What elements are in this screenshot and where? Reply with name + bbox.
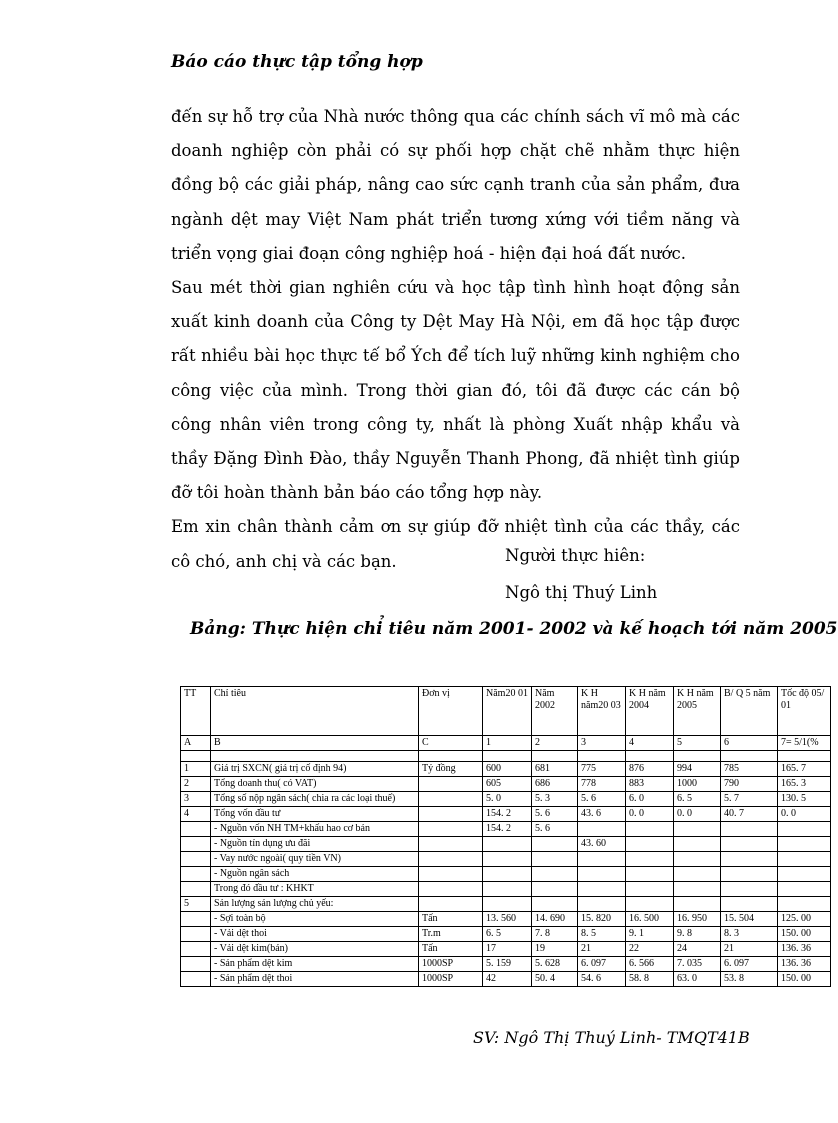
table-cell: 5. 6: [578, 792, 626, 807]
table-cell: [578, 897, 626, 912]
table-cell: [674, 822, 721, 837]
table-row: [181, 852, 831, 867]
table-cell: 125. 00: [778, 912, 831, 927]
table-cell: Đơn vị: [419, 687, 483, 736]
table-cell: 136. 36: [778, 942, 831, 957]
table-cell: 7= 5/1(%: [778, 736, 831, 751]
table-cell: 43. 60: [578, 837, 626, 852]
table-cell: 6. 097: [721, 957, 778, 972]
table-cell: A: [181, 736, 211, 751]
table-cell: [181, 852, 211, 867]
table-cell: [532, 837, 578, 852]
table-cell: 154. 2: [483, 822, 532, 837]
table-cell: 5. 6: [532, 822, 578, 837]
table-cell: 63. 0: [674, 972, 721, 987]
table-cell: B/ Q 5 năm: [721, 687, 778, 736]
table-cell: [674, 867, 721, 882]
table-cell: - Nguồn vốn NH TM+khấu hao cơ bản: [211, 822, 419, 837]
table-row: [181, 972, 831, 987]
table-cell: [181, 942, 211, 957]
table-row: [181, 912, 831, 927]
table-cell: 1: [181, 762, 211, 777]
table-cell: [181, 837, 211, 852]
table-cell: [532, 751, 578, 762]
table-cell: 883: [626, 777, 674, 792]
table-cell: [483, 882, 532, 897]
table-cell: 165. 3: [778, 777, 831, 792]
table-cell: 2: [532, 736, 578, 751]
table-cell: [419, 777, 483, 792]
table-cell: Tỷ đồng: [419, 762, 483, 777]
table-spacer-row: [181, 751, 831, 762]
table-cell: [483, 837, 532, 852]
paragraph: Em xin chân thành cảm ơn sự giúp đỡ nhiệt tình của các thầy, các cô chó, anh chị và các bạn.: [171, 517, 740, 571]
signature-name: Ngô thị Thuý Linh: [505, 583, 658, 602]
table-row: [181, 957, 831, 972]
table-row: [181, 792, 831, 807]
table-cell: B: [211, 736, 419, 751]
table-cell: 9. 8: [674, 927, 721, 942]
table-cell: K H năm 2005: [674, 687, 721, 736]
table-cell: 4: [181, 807, 211, 822]
table-cell: - Sợi toàn bộ: [211, 912, 419, 927]
table-row: [181, 942, 831, 957]
table-row: [181, 807, 831, 822]
table-cell: 681: [532, 762, 578, 777]
table-cell: Tấn: [419, 942, 483, 957]
table-cell: [626, 751, 674, 762]
table-cell: 15. 820: [578, 912, 626, 927]
page-footer: SV: Ngô Thị Thuý Linh- TMQT41B: [473, 1028, 750, 1047]
table-cell: 5. 159: [483, 957, 532, 972]
table-cell: K H năm 2004: [626, 687, 674, 736]
table-cell: Trong đó đầu tư : KHKT: [211, 882, 419, 897]
table-cell: 130. 5: [778, 792, 831, 807]
table-cell: [674, 837, 721, 852]
table-cell: [778, 867, 831, 882]
table-cell: [181, 912, 211, 927]
table-cell: 1000SP: [419, 972, 483, 987]
table-cell: [419, 867, 483, 882]
table-cell: 8. 3: [721, 927, 778, 942]
body-text: [171, 100, 740, 579]
table-cell: [419, 897, 483, 912]
table-cell: 994: [674, 762, 721, 777]
table-caption: Bảng: Thực hiện chỉ tiêu năm 2001- 2002 và kế hoạch tới năm 2005: [190, 619, 838, 639]
table-cell: [674, 897, 721, 912]
table-cell: 605: [483, 777, 532, 792]
table-cell: [626, 837, 674, 852]
table-cell: [419, 792, 483, 807]
table-cell: [778, 882, 831, 897]
paragraph: đến sự hỗ trợ của Nhà nước thông qua các chính sách vĩ mô mà các doanh nghiệp còn phải có sự phối hợp chặt chẽ nhằm thực hiện đồng bộ các giải pháp, nâng cao sức cạnh tranh của sản phẩm, đưa ngành dệt may Việt Nam phát triển tương xứng với tiềm năng và triển vọng giai đoạn công nghiệp hoá - hiện đại hoá đất nước.: [171, 107, 740, 263]
page-header: Báo cáo thực tập tổng hợp: [171, 52, 423, 72]
table-cell: [181, 882, 211, 897]
table-cell: - Vải dệt kim(bán): [211, 942, 419, 957]
table-cell: [181, 822, 211, 837]
table-row: [181, 762, 831, 777]
signature-role: Người thực hiên:: [505, 546, 646, 565]
table-cell: [778, 897, 831, 912]
table-cell: 876: [626, 762, 674, 777]
table-cell: 22: [626, 942, 674, 957]
table-cell: 3: [181, 792, 211, 807]
table-cell: [419, 807, 483, 822]
table-cell: [419, 882, 483, 897]
table-cell: [483, 897, 532, 912]
table-cell: [419, 822, 483, 837]
table-cell: [721, 897, 778, 912]
table-cell: 5: [181, 897, 211, 912]
table-cell: 15. 504: [721, 912, 778, 927]
table-header-row: [181, 687, 831, 736]
table-cell: 9. 1: [626, 927, 674, 942]
table-cell: 0. 0: [778, 807, 831, 822]
table-cell: TT: [181, 687, 211, 736]
table-cell: [721, 822, 778, 837]
table-cell: 16. 500: [626, 912, 674, 927]
table-cell: - Nguồn tín dụng ưu đãi: [211, 837, 419, 852]
table-cell: Tấn: [419, 912, 483, 927]
table-cell: [483, 867, 532, 882]
table-cell: [211, 751, 419, 762]
table-cell: [181, 867, 211, 882]
table-cell: Năm20 01: [483, 687, 532, 736]
table-cell: [721, 867, 778, 882]
table-cell: [674, 751, 721, 762]
table-cell: 4: [626, 736, 674, 751]
table-cell: [721, 837, 778, 852]
table-cell: - Vay nước ngoài( quy tiền VN): [211, 852, 419, 867]
table-index-row: [181, 736, 831, 751]
table-cell: [626, 882, 674, 897]
table-cell: Giá trị SXCN( giá trị cố định 94): [211, 762, 419, 777]
table-cell: 3: [578, 736, 626, 751]
table-cell: 21: [721, 942, 778, 957]
table-row: [181, 822, 831, 837]
table-cell: Năm 2002: [532, 687, 578, 736]
table-cell: 16. 950: [674, 912, 721, 927]
table-cell: 1: [483, 736, 532, 751]
paragraph: Sau mét thời gian nghiên cứu và học tập tình hình hoạt động sản xuất kinh doanh của Công ty Dệt May Hà Nội, em đã học tập được rất nhiều bài học thực tế bổ Ých để tích luỹ những kinh nghiệm cho công việc của mình. Trong thời gian đó, tôi đã được các cán bộ công nhân viên trong công ty, nhất là phòng Xuất nhập khẩu và thầy Đặng Đình Đào, thầy Nguyễn Thanh Phong, đã nhiệt tình giúp đỡ tôi hoàn thành bản báo cáo tổng hợp này.: [171, 278, 740, 503]
table-cell: [578, 867, 626, 882]
table-cell: 0. 0: [674, 807, 721, 822]
table-cell: 154. 2: [483, 807, 532, 822]
table-cell: [778, 751, 831, 762]
table-cell: Tr.m: [419, 927, 483, 942]
table-cell: 775: [578, 762, 626, 777]
table-row: [181, 927, 831, 942]
table-cell: 6: [721, 736, 778, 751]
table-cell: [778, 837, 831, 852]
table-cell: 13. 560: [483, 912, 532, 927]
table-cell: [626, 822, 674, 837]
table-cell: [181, 972, 211, 987]
table-cell: 5. 6: [532, 807, 578, 822]
table-cell: C: [419, 736, 483, 751]
table-cell: 6. 566: [626, 957, 674, 972]
table-cell: [578, 882, 626, 897]
table-cell: 1000SP: [419, 957, 483, 972]
indicator-table: [180, 686, 831, 987]
table-cell: [419, 852, 483, 867]
table-cell: 7. 8: [532, 927, 578, 942]
table-cell: 790: [721, 777, 778, 792]
table-cell: 7. 035: [674, 957, 721, 972]
table-cell: [578, 751, 626, 762]
table-cell: [721, 852, 778, 867]
table-cell: [674, 852, 721, 867]
table-cell: 43. 6: [578, 807, 626, 822]
table-cell: [532, 897, 578, 912]
table-cell: 785: [721, 762, 778, 777]
table-cell: 19: [532, 942, 578, 957]
table-cell: 17: [483, 942, 532, 957]
table-cell: [778, 852, 831, 867]
table-cell: Tổng doanh thu( có VAT): [211, 777, 419, 792]
table-cell: 6. 097: [578, 957, 626, 972]
table-cell: [578, 822, 626, 837]
table-cell: 165. 7: [778, 762, 831, 777]
table-cell: [483, 751, 532, 762]
table-cell: - Vải dệt thoi: [211, 927, 419, 942]
table-cell: 778: [578, 777, 626, 792]
table-cell: 2: [181, 777, 211, 792]
table-cell: [721, 751, 778, 762]
table-cell: - Nguồn ngân sách: [211, 867, 419, 882]
table-cell: 40. 7: [721, 807, 778, 822]
table-cell: [532, 867, 578, 882]
table-cell: 8. 5: [578, 927, 626, 942]
table-cell: K H năm20 03: [578, 687, 626, 736]
table-cell: Tổng vốn đầu tư: [211, 807, 419, 822]
table-cell: 150. 00: [778, 927, 831, 942]
table-cell: 6. 5: [483, 927, 532, 942]
table-cell: [181, 957, 211, 972]
table-cell: Tổng số nộp ngân sách( chia ra các loại thuế): [211, 792, 419, 807]
table-cell: [626, 897, 674, 912]
table-cell: 5: [674, 736, 721, 751]
table-cell: 21: [578, 942, 626, 957]
table-cell: 136. 36: [778, 957, 831, 972]
table-cell: 42: [483, 972, 532, 987]
table-row: [181, 837, 831, 852]
table-row: [181, 777, 831, 792]
table-cell: [532, 852, 578, 867]
table-cell: 53. 8: [721, 972, 778, 987]
table-cell: [483, 852, 532, 867]
table-cell: [626, 867, 674, 882]
table-cell: 150. 00: [778, 972, 831, 987]
table-cell: [674, 882, 721, 897]
table-cell: 50. 4: [532, 972, 578, 987]
table-cell: 58. 8: [626, 972, 674, 987]
table-cell: [419, 837, 483, 852]
table-cell: Sản lượng sản lượng chủ yếu:: [211, 897, 419, 912]
table-cell: [181, 927, 211, 942]
table-cell: 24: [674, 942, 721, 957]
table-cell: 5. 0: [483, 792, 532, 807]
table-cell: [721, 882, 778, 897]
table-cell: [181, 751, 211, 762]
table-cell: Tốc độ 05/ 01: [778, 687, 831, 736]
table-cell: - Sản phẩm dệt kim: [211, 957, 419, 972]
table-cell: 600: [483, 762, 532, 777]
table-cell: 0. 0: [626, 807, 674, 822]
table-cell: - Sản phẩm dệt thoi: [211, 972, 419, 987]
table-cell: Chỉ tiêu: [211, 687, 419, 736]
table-cell: [626, 852, 674, 867]
table-cell: 5. 7: [721, 792, 778, 807]
table-cell: [578, 852, 626, 867]
table-cell: 14. 690: [532, 912, 578, 927]
table-cell: [419, 751, 483, 762]
table-cell: [778, 822, 831, 837]
table-row: [181, 867, 831, 882]
table-cell: 6. 0: [626, 792, 674, 807]
table-cell: 686: [532, 777, 578, 792]
table-cell: 5. 3: [532, 792, 578, 807]
table-cell: 1000: [674, 777, 721, 792]
table-cell: 6. 5: [674, 792, 721, 807]
table-row: [181, 882, 831, 897]
table-cell: 5. 628: [532, 957, 578, 972]
table-cell: [532, 882, 578, 897]
table-row: [181, 897, 831, 912]
table-cell: 54. 6: [578, 972, 626, 987]
